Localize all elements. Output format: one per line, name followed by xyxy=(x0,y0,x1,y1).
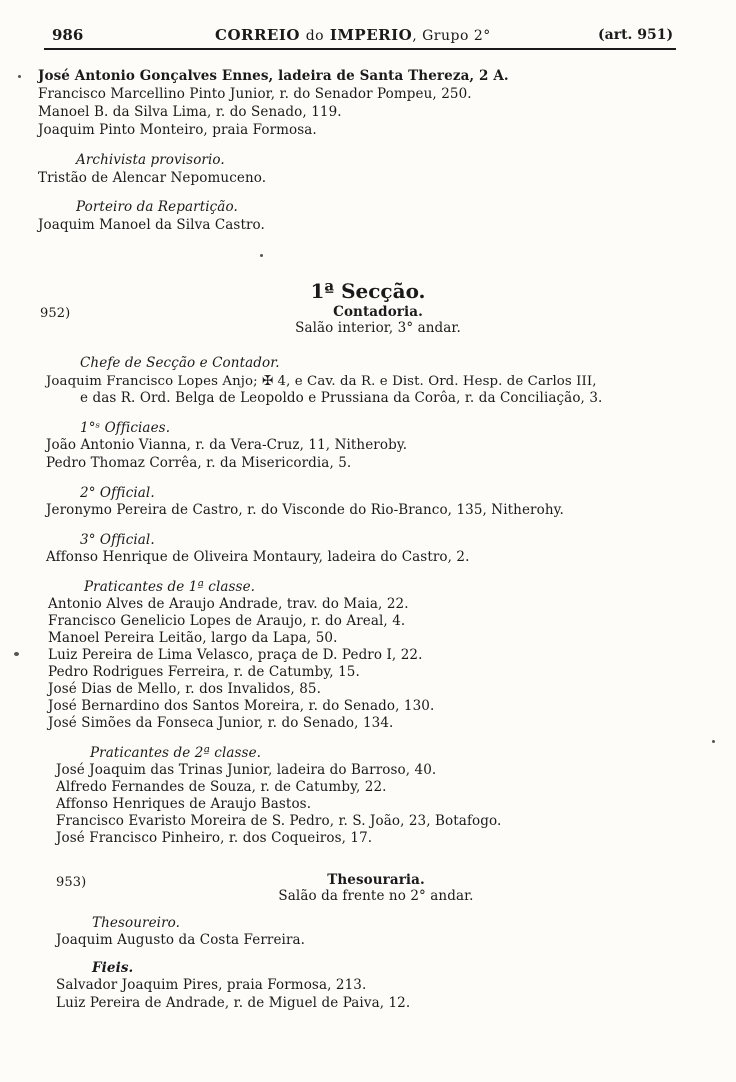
list-item: Pedro Thomaz Corrêa, r. da Misericordia, 5. xyxy=(46,455,352,471)
archivista-heading: Archivista provisorio. xyxy=(76,152,225,168)
praticantes-1-heading: Praticantes de 1ª classe. xyxy=(84,579,256,595)
fieis-heading: Fieis. xyxy=(92,960,134,976)
list-item: José Bernardino dos Santos Moreira, r. do Senado, 130. xyxy=(48,698,435,714)
archivista-name: Tristão de Alencar Nepomuceno. xyxy=(38,170,267,186)
contadoria-number: 952) xyxy=(40,306,71,321)
title-correio: CORREIO xyxy=(215,26,300,44)
article-ref: (art. 951) xyxy=(598,27,674,43)
list-item: Francisco Evaristo Moreira de S. Pedro, r. S. João, 23, Botafogo. xyxy=(56,813,502,829)
list-item: Alfredo Fernandes de Souza, r. de Catumby, 22. xyxy=(56,779,387,795)
thesoureiro-name: Joaquim Augusto da Costa Ferreira. xyxy=(56,932,306,948)
thesouraria-location: Salão da frente no 2° andar. xyxy=(278,888,474,904)
contadoria-title: Contadoria. xyxy=(333,304,423,320)
list-item: Joaquim Pinto Monteiro, praia Formosa. xyxy=(38,122,317,138)
list-item: João Antonio Vianna, r. da Vera-Cruz, 11, Nitheroby. xyxy=(46,437,408,453)
print-speck xyxy=(18,75,21,78)
primeiros-officiaes-heading: 1°ˢ Officiaes. xyxy=(80,420,171,436)
list-item: Manoel B. da Silva Lima, r. do Senado, 119. xyxy=(38,104,342,120)
section-title: 1ª Secção. xyxy=(310,279,426,303)
porteiro-name: Joaquim Manoel da Silva Castro. xyxy=(38,217,265,233)
title-grupo: , Grupo 2° xyxy=(412,28,491,44)
chefe-line-2: e das R. Ord. Belga de Leopoldo e Prussiana da Corôa, r. da Conciliação, 3. xyxy=(80,390,603,406)
list-item: José Francisco Pinheiro, r. dos Coqueiros, 17. xyxy=(56,830,373,846)
list-item: José Dias de Mello, r. dos Invalidos, 85. xyxy=(48,681,321,697)
list-item: Pedro Rodrigues Ferreira, r. de Catumby, 15. xyxy=(48,664,360,680)
chefe-line-1: Joaquim Francisco Lopes Anjo; ✠ 4, e Cav. da R. e Dist. Ord. Hesp. de Carlos III, xyxy=(46,374,597,389)
list-item: Antonio Alves de Araujo Andrade, trav. do Maia, 22. xyxy=(48,596,409,612)
list-item: Jeronymo Pereira de Castro, r. do Visconde do Rio-Branco, 135, Nitherohy. xyxy=(46,502,564,518)
chefe-heading: Chefe de Secção e Contador. xyxy=(80,355,280,371)
list-item: Affonso Henriques de Araujo Bastos. xyxy=(56,796,312,812)
list-item: José Simões da Fonseca Junior, r. do Senado, 134. xyxy=(48,715,394,731)
title-do: do xyxy=(305,28,325,44)
porteiro-heading: Porteiro da Repartição. xyxy=(76,199,238,215)
list-item: Francisco Genelicio Lopes de Araujo, r. do Areal, 4. xyxy=(48,613,406,629)
title-imperio: IMPERIO xyxy=(329,26,413,44)
list-item: Luiz Pereira de Andrade, r. de Miguel de Paiva, 12. xyxy=(56,995,411,1011)
print-speck xyxy=(14,652,19,656)
segundo-official-heading: 2° Official. xyxy=(80,485,155,501)
running-title xyxy=(215,26,491,44)
thesoureiro-heading: Thesoureiro. xyxy=(92,915,181,931)
praticantes-2-heading: Praticantes de 2ª classe. xyxy=(90,745,262,761)
list-item: Francisco Marcellino Pinto Junior, r. do Senador Pompeu, 250. xyxy=(38,86,472,102)
print-speck xyxy=(712,740,715,743)
list-item: Luiz Pereira de Lima Velasco, praça de D. Pedro I, 22. xyxy=(48,647,423,663)
terceiro-official-heading: 3° Official. xyxy=(80,532,155,548)
thesouraria-number: 953) xyxy=(56,875,87,890)
list-item: José Joaquim das Trinas Junior, ladeira do Barroso, 40. xyxy=(56,762,437,778)
list-item: Salvador Joaquim Pires, praia Formosa, 213. xyxy=(56,977,367,993)
print-speck xyxy=(260,254,263,257)
list-item: Affonso Henrique de Oliveira Montaury, ladeira do Castro, 2. xyxy=(46,549,470,565)
header-rule xyxy=(44,48,676,50)
list-item: José Antonio Gonçalves Ennes, ladeira de Santa Thereza, 2 A. xyxy=(38,68,509,84)
page-number: 986 xyxy=(52,26,84,44)
thesouraria-title: Thesouraria. xyxy=(327,872,425,888)
list-item: Manoel Pereira Leitão, largo da Lapa, 50. xyxy=(48,630,338,646)
contadoria-location: Salão interior, 3° andar. xyxy=(295,320,461,336)
